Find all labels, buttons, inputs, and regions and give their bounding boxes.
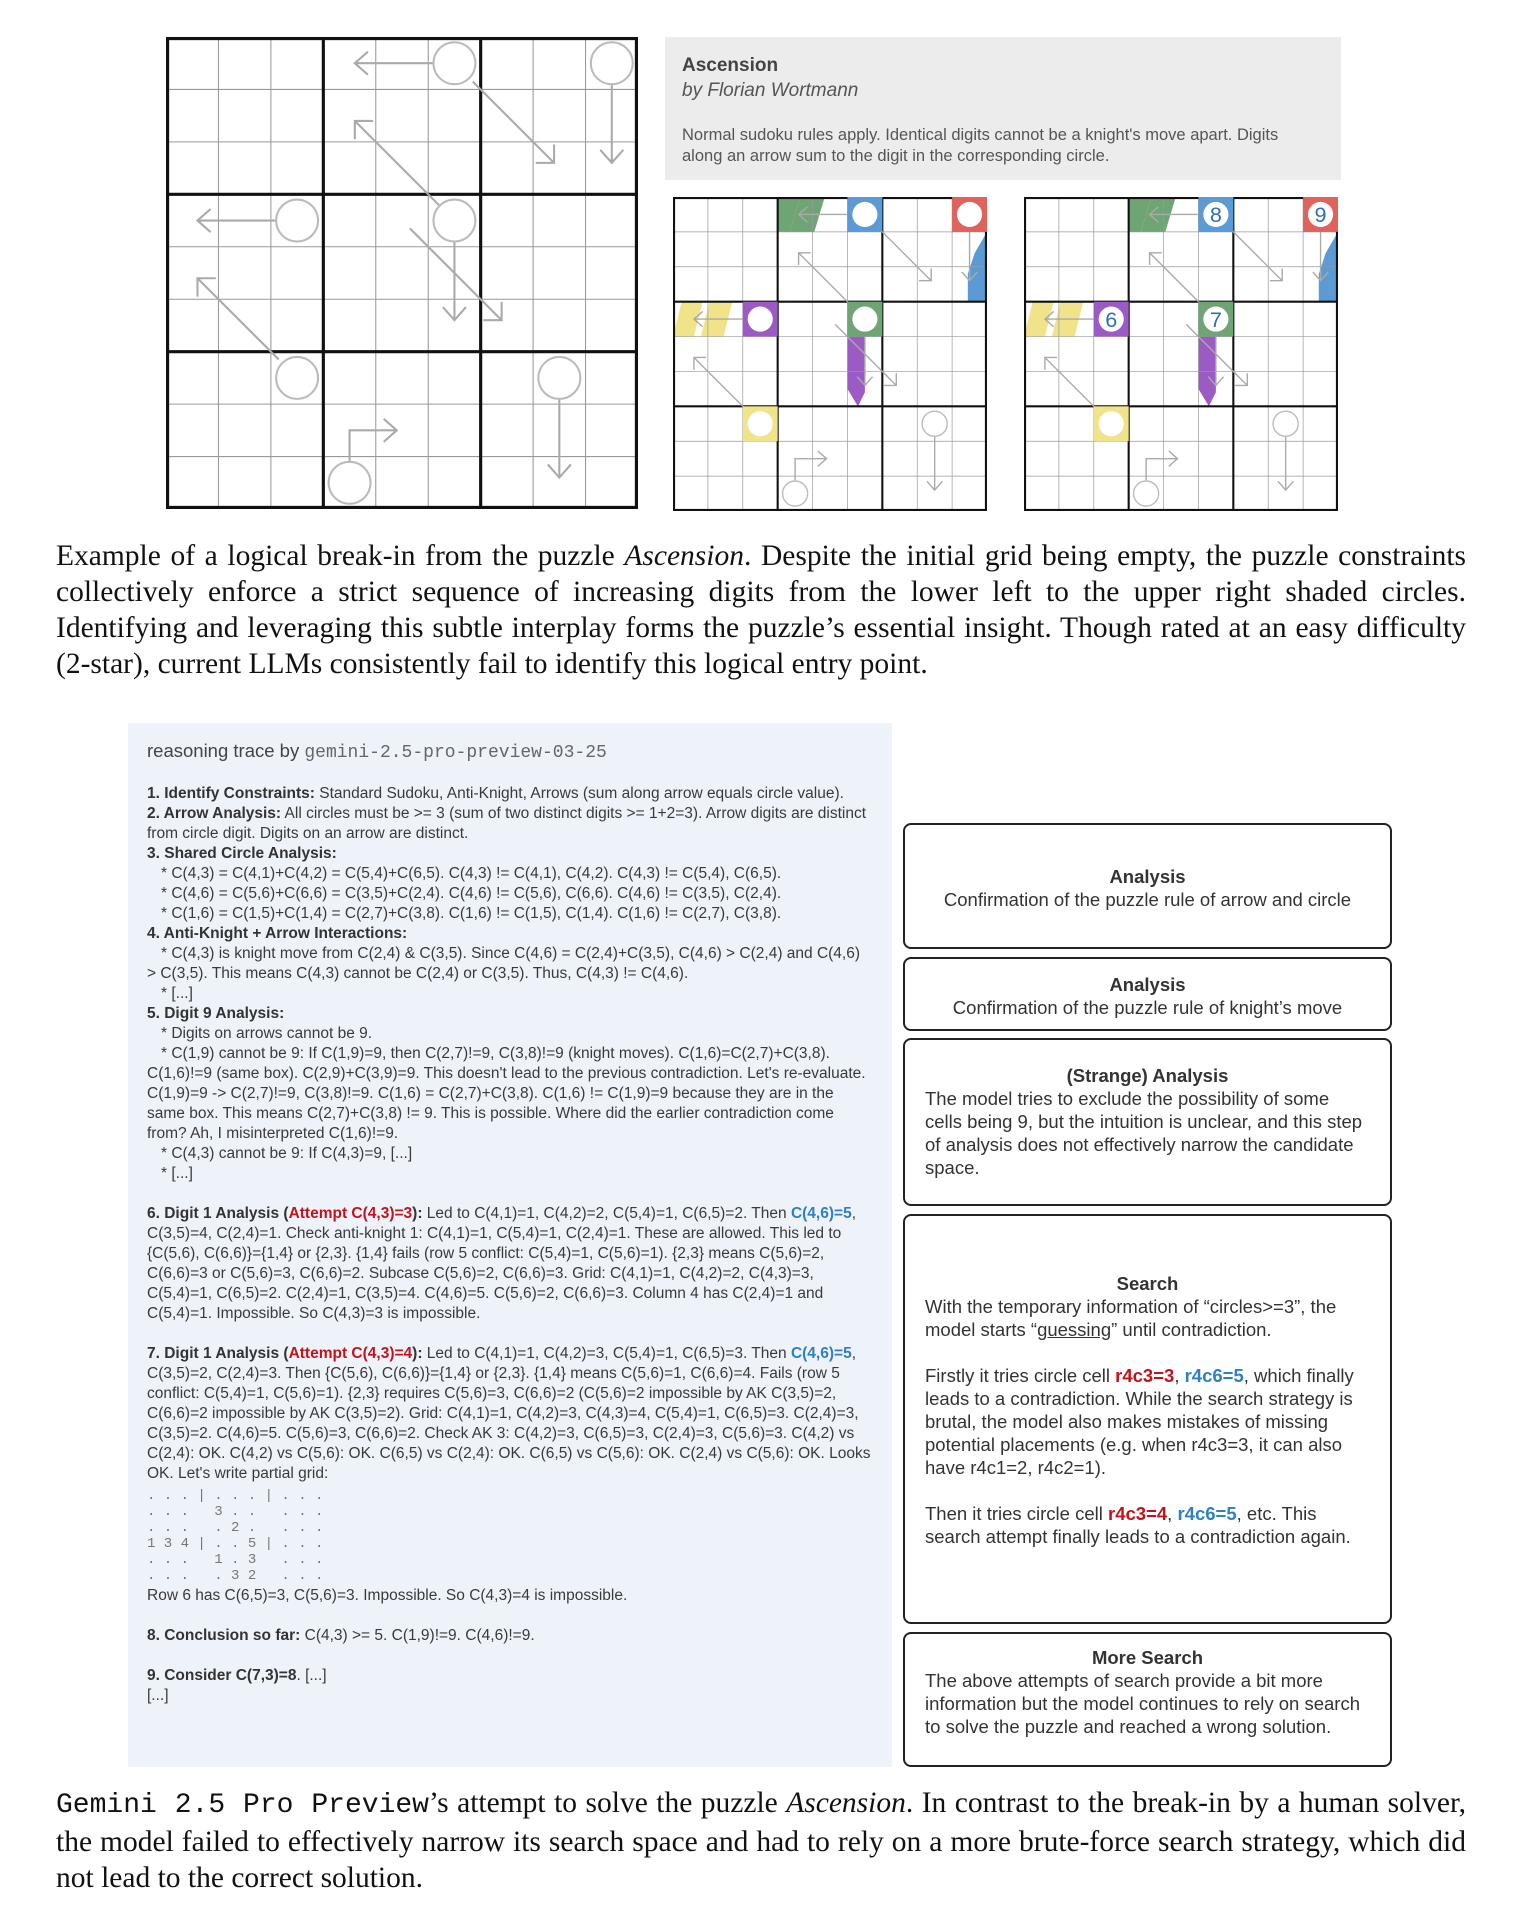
- annotation-title: More Search: [1091, 1647, 1204, 1668]
- annotation-text: , etc. This search attempt finally leads to a contradiction again.: [925, 1503, 1351, 1547]
- annotation-text: The model tries to exclude the possibility of some cells being 9, but the intuition is unclear, and this step of analysis does not effectively narrow the candidate space.: [925, 1088, 1363, 1178]
- puzzle-info-box: [665, 37, 1341, 180]
- step-6-text-rest: , C(3,5)=4, C(2,4)=1. Check anti-knight 1: C(4,1)=1, C(5,4)=1, C(2,4)=1. These are allowed. This led to {C(5,6), C(6,6)}={1,4} or {2,3}. {1,4} fails (row 5 conflict: C(5,4)=1, C(5,6)=1). {2,3} means C(5,6)=2, C(6,6)=3 or C(5,6)=3, C(6,6)=2. Subcase C(5,6)=2, C(6,6)=3. Grid: C(4,1)=1, C(4,2)=2, C(4,3)=3, C(5,4)=1, C(6,5)=2. C(2,4)=1, C(3,5)=4. C(4,6)=5. C(5,6)=2, C(6,6)=3. Column 4 has C(2,4)=1 and C(5,4)=1. Impossible. So C(4,3)=3 is impossible.: [147, 1205, 857, 1322]
- caption-bottom-text: ’s attempt to solve the puzzle: [428, 1787, 787, 1819]
- circle-digit-8: [1210, 202, 1222, 227]
- solved-thin-lines: [1024, 197, 1338, 511]
- caption-top-text: Example of a logical break-in from the puzzle: [56, 540, 625, 572]
- bottom-figure-caption: [56, 1785, 1466, 1896]
- circle-digit-6: [1105, 307, 1117, 332]
- large-grid-svg: [166, 37, 638, 509]
- step-7-highlight: C(4,6)=5: [790, 1345, 852, 1362]
- trace-step-4-line: * [...]: [161, 985, 193, 1002]
- caption-bottom-text-rest: . In contrast to the break-in by a human solver, the model failed to effectively narrow its search space and had to rely on a more brute-force search strategy, which did not lead to the correct solution.: [56, 1787, 1466, 1894]
- step-2-text: All circles must be >= 3 (sum of two distinct digits >= 1+2=3). Arrow digits are distinct from circle digit. Digits on an arrow are distinct.: [147, 805, 867, 842]
- caption-bottom-puzzle-name: Ascension: [786, 1787, 906, 1819]
- annotation-text: ,: [1167, 1503, 1178, 1524]
- trace-step-2: [147, 804, 872, 844]
- annotation-title: Analysis: [1109, 866, 1186, 887]
- annotation-text: Confirmation of the puzzle rule of knight’s move: [952, 997, 1343, 1018]
- shaded-box-lines: [673, 197, 987, 511]
- solved-box-lines: [1024, 197, 1338, 511]
- annotation-text: The above attempts of search provide a bit more information but the model continues to rely on search to solve the puzzle and reached a wrong solution.: [925, 1670, 1360, 1737]
- trace-step-5-line: * Digits on arrows cannot be 9.: [161, 1025, 373, 1042]
- step-9-text: . [...]: [296, 1667, 327, 1684]
- step-2-label: 2. Arrow Analysis:: [147, 805, 282, 822]
- trace-spacer: [147, 1646, 872, 1666]
- reasoning-trace-panel: [128, 723, 892, 1767]
- solved-puzzle-grid: [1024, 197, 1338, 511]
- trace-spacer: [147, 1184, 872, 1204]
- step-8-text: C(4,3) >= 5. C(1,9)!=9. C(4,6)!=9.: [300, 1627, 535, 1644]
- trace-model-id: gemini-2.5-pro-preview-03-25: [304, 743, 607, 763]
- solved-grid-svg: [1024, 197, 1338, 511]
- partial-grid-text: . . . | . . . | . . . . . . 3 . . . . . . . . . 2 . . . . 1 3 4 | . . 5 | . . . . . . 1 . 3 . . . . . . . 3 2 . . .: [147, 1488, 324, 1584]
- trace-spacer: [147, 1324, 872, 1344]
- step-7-text: Led to C(4,1)=1, C(4,2)=3, C(5,4)=1, C(6,5)=3. Then: [422, 1345, 791, 1362]
- annotation-blue-highlight: r4c6=5: [1184, 1365, 1244, 1386]
- circle-digit-7: [1210, 307, 1222, 332]
- shaded-arrows: [694, 207, 977, 490]
- trace-step-3-label: 3. Shared Circle Analysis:: [147, 845, 337, 862]
- trace-step-5-line: * C(4,3) cannot be 9: If C(4,3)=9, [...]: [161, 1145, 413, 1162]
- annotation-underlined: guessing: [1037, 1319, 1112, 1340]
- step-9-label: 9. Consider C(7,3)=8: [147, 1667, 297, 1684]
- circle-digit-9: [1315, 202, 1327, 227]
- trace-step-3-line: * C(4,6) = C(5,6)+C(6,6) = C(3,5)+C(2,4). C(4,6) != C(5,6), C(6,6). C(4,6) != C(3,5), C(2,4).: [161, 885, 782, 902]
- trace-step-6: [147, 1204, 872, 1324]
- trace-spacer: [147, 1606, 872, 1626]
- puzzle-rules: Normal sudoku rules apply. Identical digits cannot be a knight's move apart. Digits along an arrow sum to the digit in the corresponding circle.: [682, 126, 1279, 165]
- annotation-red-highlight: r4c3=4: [1108, 1503, 1168, 1524]
- trace-step-7-conclusion: Row 6 has C(6,5)=3, C(5,6)=3. Impossible. So C(4,3)=4 is impossible.: [147, 1587, 628, 1604]
- trace-step-4-label: 4. Anti-Knight + Arrow Interactions:: [147, 925, 408, 942]
- annotation-search-attempt-1: [925, 1364, 1370, 1479]
- annotation-knight-analysis: [903, 957, 1392, 1031]
- annotation-blue-highlight: r4c6=5: [1177, 1503, 1237, 1524]
- step-7-label-close: ):: [412, 1345, 423, 1362]
- trace-step-5-line: * C(1,9) cannot be 9: If C(1,9)=9, then C(2,7)!=9, C(3,8)!=9 (knight moves). C(1,6)=C(2,7)+C(3,8). C(1,6)!=9 (same box). C(2,9)+C(3,9)=9. This doesn't lead to the previous contradiction. Let's re-evaluate. C(1,9)=9 -> C(2,7)!=9, C(3,8)!=9. C(1,6) = C(2,7)+C(3,8). C(1,6) != C(1,9)=9 because they are in the same box. This means C(2,7)+C(3,8) != 9. This is possible. Where did the earlier contradiction come from? Ah, I misinterpreted C(1,6)!=9.: [147, 1045, 866, 1142]
- step-6-label-close: ):: [412, 1205, 423, 1222]
- trace-step-8: [147, 1626, 872, 1646]
- annotation-search-intro: [925, 1295, 1370, 1341]
- step-7-attempt: Attempt C(4,3)=4: [288, 1345, 413, 1362]
- annotation-text: Confirmation of the puzzle rule of arrow and circle: [943, 889, 1352, 910]
- trace-step-4-line: * C(4,3) is knight move from C(2,4) & C(3,5). Since C(4,6) = C(2,4)+C(3,5), C(4,6) > C(2,4) and C(4,6) > C(3,5). This means C(4,3) cannot be C(2,4) or C(3,5). Thus, C(4,3) != C(4,6).: [147, 945, 861, 982]
- annotation-text: ” until contradiction.: [1111, 1319, 1272, 1340]
- trace-step-3-line: * C(1,6) = C(1,5)+C(1,4) = C(2,7)+C(3,8). C(1,6) != C(1,5), C(1,4). C(1,6) != C(2,7), C(3,8).: [161, 905, 782, 922]
- caption-top-puzzle-name: Ascension: [624, 540, 744, 572]
- trace-step-7: [147, 1344, 872, 1484]
- caption-model-name: Gemini 2.5 Pro Preview: [56, 1790, 429, 1821]
- shaded-thin-lines: [673, 197, 987, 511]
- step-7-text-rest: , C(3,5)=2, C(2,4)=3. Then {C(5,6), C(6,6)}={1,4} or {2,3}. {1,4} means C(5,6)=1, C(6,6)=4. Fails (row 5 conflict: C(5,4)=1, C(5,6)=1). {2,3} requires C(5,6)=3, C(6,6)=2 (C(5,6)=2 impossible by AK C(3,5)=2, C(6,6)=2 impossible by AK C(3,5)=2). Grid: C(4,1)=1, C(4,2)=3, C(4,3)=4, C(5,4)=1, C(6,5)=3. C(2,4)=3, C(3,5)=2. C(4,6)=5. C(5,6)=3, C(6,6)=2. Check AK 3: C(4,2)=3, C(6,5)=3, C(2,4)=3, C(5,6)=3. C(4,2) vs C(2,4): OK. C(4,2) vs C(5,6): OK. C(6,5) vs C(2,4): OK. C(6,5) vs C(5,6): OK. C(2,4) vs C(5,6): OK. Looks OK. Let's write partial grid:: [147, 1345, 871, 1482]
- trace-header: [147, 741, 872, 763]
- large-puzzle-grid: [166, 37, 638, 509]
- trace-header-prefix: reasoning trace by: [147, 740, 305, 761]
- annotation-red-highlight: r4c3=3: [1115, 1365, 1175, 1386]
- trace-step-5-label: 5. Digit 9 Analysis:: [147, 1005, 285, 1022]
- annotation-more-search: [903, 1632, 1392, 1767]
- top-figure-caption: [56, 538, 1466, 682]
- shaded-grid-svg: [673, 197, 987, 511]
- trace-ellipsis: [...]: [147, 1687, 169, 1704]
- step-6-label: 6. Digit 1 Analysis (: [147, 1205, 289, 1222]
- annotation-search-attempt-2: [925, 1502, 1370, 1548]
- step-6-highlight: C(4,6)=5: [790, 1205, 852, 1222]
- annotation-arrow-analysis: [903, 823, 1392, 949]
- puzzle-title: Ascension: [682, 55, 779, 76]
- step-6-attempt: Attempt C(4,3)=3: [288, 1205, 413, 1222]
- annotation-text: With the temporary information of “circles>=3”, the model starts “: [925, 1296, 1337, 1340]
- annotation-search: [903, 1214, 1392, 1624]
- trace-step-1: [147, 784, 872, 804]
- annotation-text: , which finally leads to a contradiction. While the search strategy is brutal, the model also makes mistakes of missing potential placements (e.g. when r4c3=3, it can also have r4c1=2, r4c2=1).: [925, 1365, 1354, 1478]
- solved-arrows: [1045, 207, 1328, 490]
- trace-step-3-line: * C(4,3) = C(4,1)+C(4,2) = C(5,4)+C(6,5). C(4,3) != C(4,1), C(4,2). C(4,3) != C(5,4), C(6,5).: [161, 865, 782, 882]
- annotation-title: Analysis: [1109, 974, 1186, 995]
- step-8-label: 8. Conclusion so far:: [147, 1627, 301, 1644]
- large-box-lines: [166, 37, 638, 509]
- annotation-text: ,: [1174, 1365, 1185, 1386]
- step-6-text: Led to C(4,1)=1, C(4,2)=2, C(5,4)=1, C(6,5)=2. Then: [422, 1205, 791, 1222]
- annotation-text: Then it tries circle cell: [925, 1503, 1108, 1524]
- caption-top-text-rest: . Despite the initial grid being empty, the puzzle constraints collectively enforce a strict sequence of increasing digits from the lower left to the upper right shaded circles. Identifying and leveraging this subtle interplay forms the puzzle’s essential insight. Though rated at an easy difficulty (2-star), current LLMs consistently fail to identify this logical entry point.: [56, 540, 1466, 680]
- large-arrows: [197, 52, 623, 478]
- annotation-title: (Strange) Analysis: [1066, 1065, 1229, 1086]
- large-thin-lines: [166, 37, 638, 509]
- trace-step-5-line: * [...]: [161, 1165, 193, 1182]
- shaded-puzzle-grid: [673, 197, 987, 511]
- trace-step-9: [147, 1666, 872, 1686]
- step-1-label: 1. Identify Constraints:: [147, 785, 315, 802]
- step-1-text: Standard Sudoku, Anti-Knight, Arrows (sum along arrow equals circle value).: [314, 785, 844, 802]
- step-7-label: 7. Digit 1 Analysis (: [147, 1345, 289, 1362]
- annotation-title: Search: [1116, 1273, 1179, 1294]
- annotation-strange-analysis: [903, 1038, 1392, 1206]
- puzzle-author: by Florian Wortmann: [682, 80, 859, 101]
- annotation-text: Firstly it tries circle cell: [925, 1365, 1116, 1386]
